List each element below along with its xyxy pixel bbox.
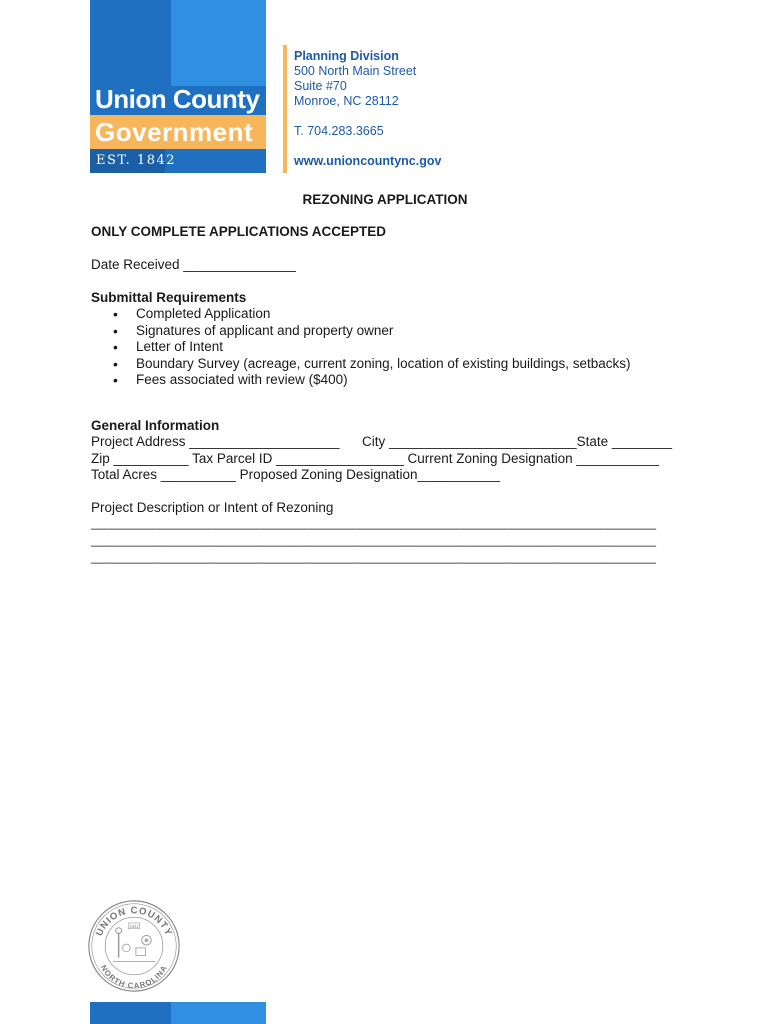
requirement-item: Boundary Survey (acreage, current zoning, location of existing buildings, setbacks) — [136, 356, 631, 371]
logo-accent-panel — [171, 0, 266, 86]
logo-text-union-county: Union County — [95, 84, 260, 114]
phone-number: T. 704.283.3665 — [294, 124, 384, 138]
logo-est-text: EST. 1842 — [96, 153, 177, 168]
bullet-icon: • — [113, 339, 118, 355]
address-line-1: 500 North Main Street — [294, 64, 417, 78]
seal-wheel-icon — [122, 944, 130, 952]
bullet-icon: • — [113, 356, 118, 372]
bullet-icon: • — [113, 323, 118, 339]
submittal-requirements-heading: Submittal Requirements — [91, 290, 247, 305]
date-received-field: Date Received _______________ — [91, 257, 296, 272]
footer-brand-bar — [90, 1002, 266, 1024]
county-seal — [86, 898, 182, 994]
general-information-heading: General Information — [91, 418, 220, 433]
seal-year: 1842 — [129, 923, 139, 929]
requirement-item: Fees associated with review ($400) — [136, 372, 348, 387]
seal-top-text: UNION COUNTY — [93, 905, 175, 938]
footer-accent-panel — [171, 1002, 266, 1024]
svg-text:NORTH CAROLINA — [99, 963, 169, 990]
general-info-line: Project Address ____________________ City _________________________State ________ — [91, 434, 673, 449]
bullet-icon: • — [113, 306, 118, 322]
requirement-item: Completed Application — [136, 306, 271, 321]
description-blank-line: __________________________________________________________________________________ — [91, 516, 657, 530]
seal-book-icon — [136, 948, 146, 956]
project-description-label: Project Description or Intent of Rezoning — [91, 500, 334, 515]
county-logo — [90, 0, 266, 173]
general-info-line: Total Acres __________ Proposed Zoning Designation___________ — [91, 467, 501, 482]
complete-applications-notice: ONLY COMPLETE APPLICATIONS ACCEPTED — [91, 224, 387, 239]
requirement-item: Letter of Intent — [136, 339, 224, 354]
requirement-item: Signatures of applicant and property owner — [136, 323, 394, 338]
address-line-2: Suite #70 — [294, 79, 347, 93]
website-link[interactable]: www.unioncountync.gov — [294, 154, 442, 168]
description-blank-line: __________________________________________________________________________________ — [91, 550, 657, 564]
division-name: Planning Division — [294, 49, 399, 63]
address-city-state-zip: Monroe, NC 28112 — [294, 94, 399, 108]
seal-bottom-text: NORTH CAROLINA — [98, 963, 170, 991]
general-info-line: Zip __________ Tax Parcel ID _________________ Current Zoning Designation ___________ — [91, 451, 659, 466]
description-blank-line: __________________________________________________________________________________ — [91, 533, 657, 547]
contact-divider — [283, 45, 287, 173]
form-title: REZONING APPLICATION — [302, 192, 468, 207]
bullet-icon: • — [113, 372, 118, 388]
logo-text-government: Government — [95, 117, 254, 147]
